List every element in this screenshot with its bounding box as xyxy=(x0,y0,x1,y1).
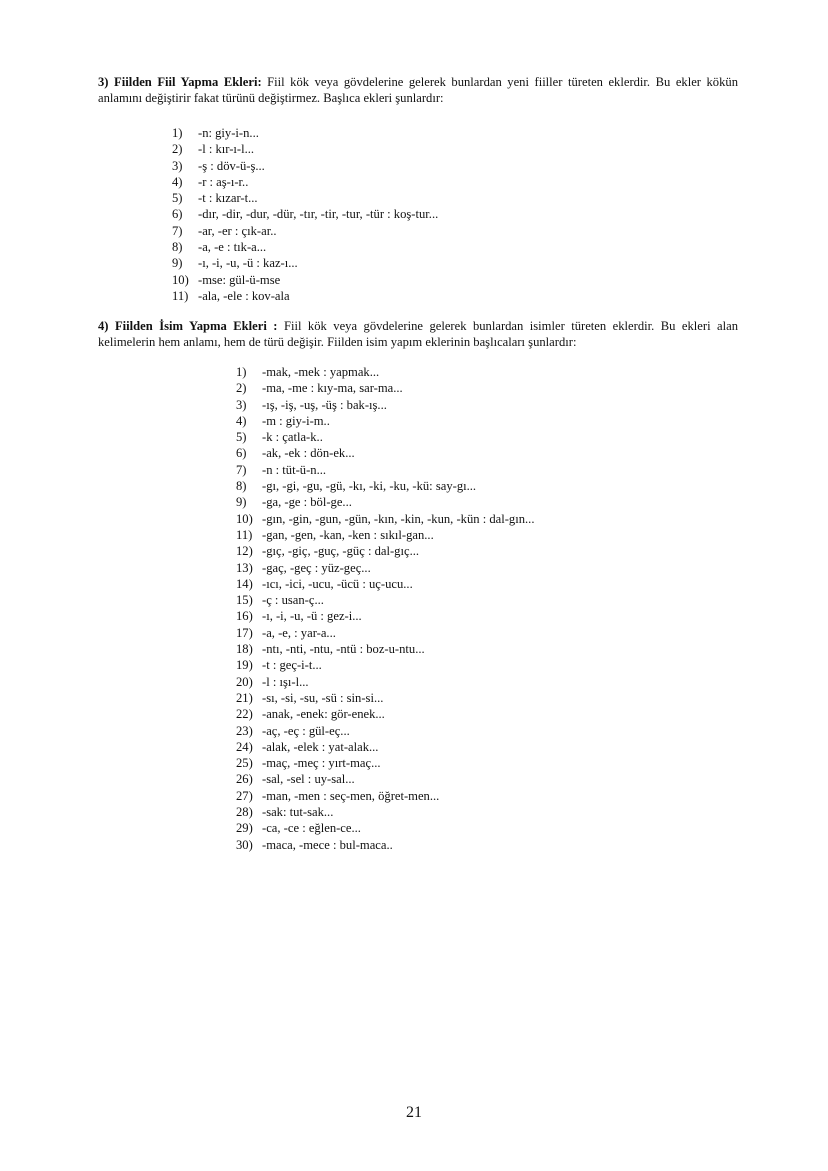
list-item-number: 16) xyxy=(236,609,253,624)
section-4-heading: 4) Fiilden İsim Yapma Ekleri : xyxy=(98,319,278,333)
list-item-number: 8) xyxy=(172,240,183,255)
list-item-text: -n : tüt-ü-n... xyxy=(262,462,327,477)
list-item-number: 11) xyxy=(236,527,253,542)
list-item xyxy=(236,739,534,755)
list-item xyxy=(172,288,438,304)
list-item-text: -ı, -i, -u, -ü : gez-i... xyxy=(262,609,362,624)
list-item xyxy=(236,657,534,673)
list-item-text: -maca, -mece : bul-maca.. xyxy=(262,837,393,852)
list-item xyxy=(172,174,438,190)
list-item-number: 19) xyxy=(236,658,253,673)
list-item-text: -mse: gül-ü-mse xyxy=(198,272,281,287)
section-4-paragraph xyxy=(98,318,738,350)
list-item xyxy=(172,255,438,271)
list-item-number: 7) xyxy=(236,462,247,477)
list-item xyxy=(172,206,438,222)
list-item xyxy=(236,397,534,413)
list-item-number: 29) xyxy=(236,821,253,836)
list-item xyxy=(236,706,534,722)
list-item-number: 1) xyxy=(236,365,247,379)
list-item-number: 14) xyxy=(236,576,253,591)
list-item-number: 7) xyxy=(172,223,183,238)
list-item xyxy=(172,272,438,288)
list-item-number: 4) xyxy=(172,174,183,189)
list-item-text: -ala, -ele : kov-ala xyxy=(198,288,290,303)
list-item xyxy=(236,478,534,494)
list-item-text: -ma, -me : kıy-ma, sar-ma... xyxy=(262,381,403,396)
list-item-number: 25) xyxy=(236,756,253,771)
list-item-text: -r : aş-ı-r.. xyxy=(198,174,249,189)
list-item-text: -a, -e, : yar-a... xyxy=(262,625,336,640)
list-item-number: 13) xyxy=(236,560,253,575)
list-item xyxy=(236,641,534,657)
page-number: 21 xyxy=(406,1104,422,1121)
list-item xyxy=(236,788,534,804)
list-item-text: -gan, -gen, -kan, -ken : sıkıl-gan... xyxy=(262,527,434,542)
list-item-number: 11) xyxy=(172,288,189,303)
list-item-number: 23) xyxy=(236,723,253,738)
list-item-number: 9) xyxy=(236,495,247,510)
section-3-paragraph xyxy=(98,74,738,106)
list-item-number: 15) xyxy=(236,593,253,608)
list-item xyxy=(236,560,534,576)
list-item-text: -alak, -elek : yat-alak... xyxy=(262,739,379,754)
list-item-text: -ca, -ce : eğlen-ce... xyxy=(262,821,361,836)
list-item-number: 4) xyxy=(236,413,247,428)
list-item-text: -ak, -ek : dön-ek... xyxy=(262,446,355,461)
list-item-text: -sı, -si, -su, -sü : sin-si... xyxy=(262,690,384,705)
list-item-number: 17) xyxy=(236,625,253,640)
section-4-body: Fiil kök veya gövdelerine gelerek bunlardan isimler türeten eklerdir. Bu ekleri alan kelimelerin hem anlamı, hem de türü değişir. Fiilden isim yapım eklerinin başlıcaları şunlardır: xyxy=(98,319,739,349)
list-item-text: -t : geç-i-t... xyxy=(262,658,322,673)
list-item-text: -ış, -iş, -uş, -üş : bak-ış... xyxy=(262,397,387,412)
list-item-number: 2) xyxy=(236,381,247,396)
list-item-text: -l : kır-ı-l... xyxy=(198,142,255,157)
list-item-number: 5) xyxy=(172,191,183,206)
list-item-number: 5) xyxy=(236,430,247,445)
list-item-number: 20) xyxy=(236,674,253,689)
list-item-number: 8) xyxy=(236,479,247,494)
list-item-text: -gaç, -geç : yüz-geç... xyxy=(262,560,371,575)
list-item-number: 10) xyxy=(236,511,253,526)
list-item xyxy=(172,141,438,157)
list-item xyxy=(236,608,534,624)
list-item-text: -ş : döv-ü-ş... xyxy=(198,158,265,173)
list-item xyxy=(236,494,534,510)
list-item-text: -mak, -mek : yapmak... xyxy=(262,365,380,379)
list-item xyxy=(172,223,438,239)
list-item-number: 30) xyxy=(236,837,253,852)
list-item-text: -gın, -gin, -gun, -gün, -kın, -kin, -kun, -kün : dal-gın... xyxy=(262,511,535,526)
section-3-heading: 3) Fiilden Fiil Yapma Ekleri: xyxy=(98,75,262,89)
list-item-text: -anak, -enek: gör-enek... xyxy=(262,707,385,722)
list-item-number: 6) xyxy=(236,446,247,461)
list-item xyxy=(236,543,534,559)
list-item xyxy=(236,445,534,461)
list-item xyxy=(236,674,534,690)
list-item-number: 26) xyxy=(236,772,253,787)
list-item-text: -ı, -i, -u, -ü : kaz-ı... xyxy=(198,256,298,271)
list-item-text: -m : giy-i-m.. xyxy=(262,413,330,428)
list-item-text: -sak: tut-sak... xyxy=(262,805,334,820)
list-item-text: -n: giy-i-n... xyxy=(198,126,259,140)
list-item xyxy=(236,462,534,478)
list-item-number: 21) xyxy=(236,690,253,705)
list-item-number: 3) xyxy=(172,158,183,173)
list-item xyxy=(172,158,438,174)
list-item-number: 12) xyxy=(236,544,253,559)
list-item xyxy=(236,413,534,429)
list-item-number: 10) xyxy=(172,272,189,287)
list-item xyxy=(236,723,534,739)
list-item-number: 3) xyxy=(236,397,247,412)
list-item-text: -l : ışı-l... xyxy=(262,674,309,689)
list-item xyxy=(172,239,438,255)
list-item-text: -aç, -eç : gül-eç... xyxy=(262,723,350,738)
list-item xyxy=(236,690,534,706)
list-item xyxy=(236,527,534,543)
list-item xyxy=(236,429,534,445)
list-item-number: 22) xyxy=(236,707,253,722)
list-item-text: -a, -e : tık-a... xyxy=(198,240,267,255)
list-item xyxy=(172,125,438,141)
list-item-text: -ar, -er : çık-ar.. xyxy=(198,223,277,238)
section-3-body: Fiil kök veya gövdelerine gelerek bunlardan yeni fiiller türeten eklerdir. Bu ekler kökün anlamını değiştirir fakat türünü değiştirmez. Başlıca ekleri şunlardır: xyxy=(98,75,738,105)
list-item-text: -gıç, -giç, -guç, -güç : dal-gıç... xyxy=(262,544,420,559)
list-item xyxy=(236,511,534,527)
list-item xyxy=(236,576,534,592)
list-item-number: 6) xyxy=(172,207,183,222)
list-item xyxy=(236,380,534,396)
list-item-text: -ıcı, -ici, -ucu, -ücü : uç-ucu... xyxy=(262,576,413,591)
list-item xyxy=(236,755,534,771)
list-item-text: -k : çatla-k.. xyxy=(262,430,323,445)
list-item-text: -man, -men : seç-men, öğret-men... xyxy=(262,788,440,803)
section-3-list xyxy=(172,125,438,304)
list-item xyxy=(236,804,534,820)
list-item-text: -maç, -meç : yırt-maç... xyxy=(262,756,381,771)
list-item-number: 27) xyxy=(236,788,253,803)
list-item-number: 2) xyxy=(172,142,183,157)
list-item-number: 18) xyxy=(236,642,253,657)
list-item-number: 9) xyxy=(172,256,183,271)
list-item-number: 24) xyxy=(236,739,253,754)
list-item xyxy=(236,592,534,608)
list-item-text: -ga, -ge : böl-ge... xyxy=(262,495,352,510)
list-item xyxy=(236,364,534,380)
list-item-text: -ntı, -nti, -ntu, -ntü : boz-u-ntu... xyxy=(262,642,425,657)
section-4-list xyxy=(236,364,534,853)
list-item-text: -gı, -gi, -gu, -gü, -kı, -ki, -ku, -kü: say-gı... xyxy=(262,479,477,494)
list-item-text: -dır, -dir, -dur, -dür, -tır, -tir, -tur, -tür : koş-tur... xyxy=(198,207,439,222)
list-item-number: 1) xyxy=(172,126,183,140)
list-item xyxy=(236,625,534,641)
list-item-text: -ç : usan-ç... xyxy=(262,593,324,608)
list-item xyxy=(236,771,534,787)
list-item xyxy=(172,190,438,206)
list-item xyxy=(236,820,534,836)
list-item-text: -t : kızar-t... xyxy=(198,191,258,206)
list-item-number: 28) xyxy=(236,805,253,820)
list-item xyxy=(236,837,534,853)
list-item-text: -sal, -sel : uy-sal... xyxy=(262,772,355,787)
